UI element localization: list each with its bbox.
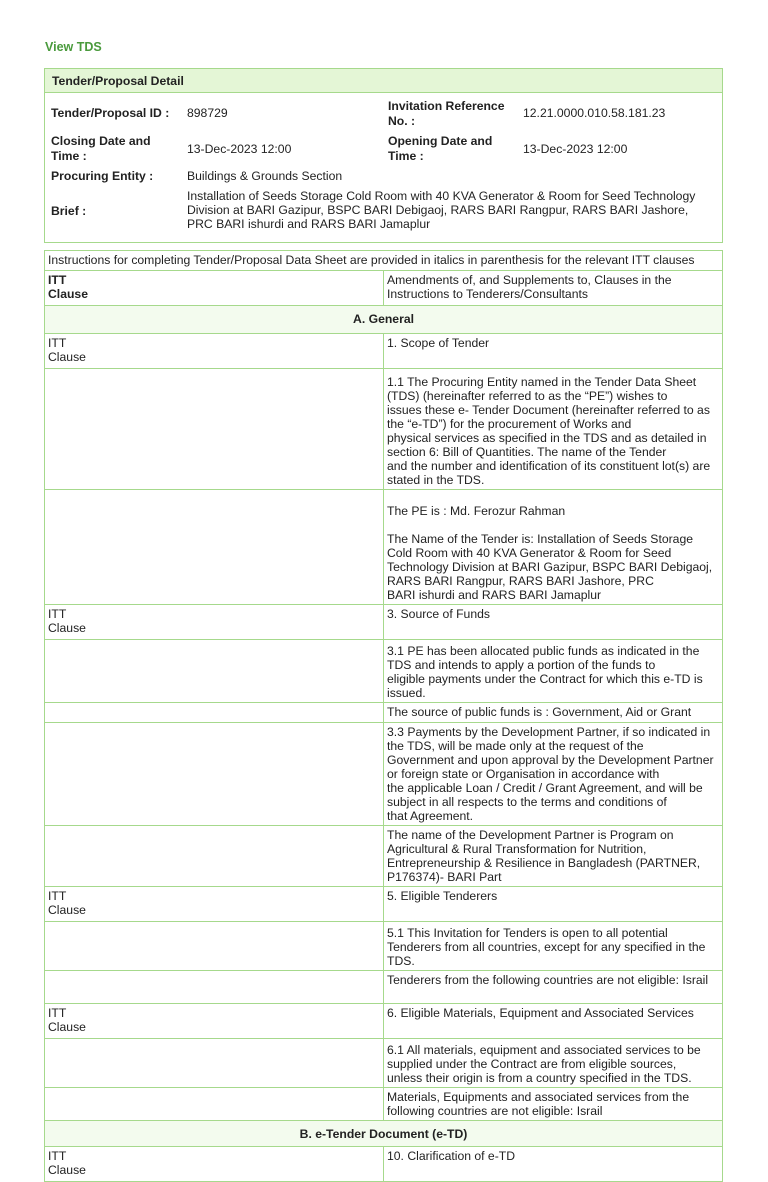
- text-line: Entrepreneurship & Resilience in Bangladesh (PARTNER, P176374)- BARI Part: [387, 856, 701, 884]
- itt-clause-label: [45, 1004, 384, 1039]
- text-line: 3.3 Payments by the Development Partner, if so indicated in the TDS, will be made only at the request of the: [387, 725, 711, 753]
- section-b-etender: B. e-Tender Document (e-TD): [45, 1121, 723, 1147]
- not-eligible-countries: Tenderers from the following countries are not eligible: Israil: [384, 971, 723, 1004]
- opening-date-label-line2: Time :: [388, 149, 424, 163]
- empty-cell: [45, 369, 384, 490]
- itt-clause-line: Clause: [48, 1163, 86, 1177]
- text-line: unless their origin is from a country specified in the TDS.: [387, 1071, 692, 1085]
- clause-detail-row: [45, 640, 723, 703]
- brief-line: Installation of Seeds Storage Cold Room with 40 KVA Generator & Room for Seed Technology: [187, 189, 696, 203]
- text-line: eligible payments under the Contract for which this e-TD is issued.: [387, 672, 703, 700]
- clause-title-funds: 3. Source of Funds: [384, 605, 723, 640]
- text-line: The name of the Development Partner is Program on Agricultural & Rural Transformation for Nutrition,: [387, 828, 674, 856]
- clause-row: [45, 605, 723, 640]
- brief-line: PRC BARI ishurdi and RARS BARI Jamaplur: [187, 217, 431, 231]
- text-line: The Name of the Tender is: Installation of Seeds Storage Cold Room with 40 KVA Generator & Room for Seed: [387, 532, 693, 560]
- empty-cell: [45, 703, 384, 723]
- clause-detail-row: [45, 723, 723, 826]
- empty-cell: [45, 723, 384, 826]
- scope-text: [384, 369, 723, 490]
- tender-id-label: Tender/Proposal ID :: [51, 106, 170, 120]
- text-line: that Agreement.: [387, 809, 474, 823]
- clause-detail-row: [45, 703, 723, 723]
- section-row: [45, 1121, 723, 1147]
- brief-value: [187, 189, 717, 231]
- eligible-5-1: [384, 922, 723, 971]
- text-line: 6.1 All materials, equipment and associated services to be supplied under the Contract are from eligible sources,: [387, 1043, 701, 1071]
- section-a-general: A. General: [45, 306, 723, 334]
- tender-detail-panel: [44, 68, 723, 243]
- funds-3-1: [384, 640, 723, 703]
- itt-clause-line: Clause: [48, 350, 86, 364]
- table-header-row: [45, 271, 723, 306]
- closing-date-label-line1: Closing Date and: [51, 134, 151, 148]
- text-line: 5.1 This Invitation for Tenders is open to all potential Tenderers from all countries, except for any specified in the: [387, 926, 706, 954]
- itt-clause-label: [45, 887, 384, 922]
- itt-clause-line: Clause: [48, 621, 86, 635]
- amendments-header: Amendments of, and Supplements to, Clauses in the Instructions to Tenderers/Consultants: [384, 271, 723, 306]
- clause-title-materials: 6. Eligible Materials, Equipment and Associated Services: [384, 1004, 723, 1039]
- text-line: Technology Division at BARI Gazipur, BSPC BARI Debigaoj, RARS BARI Rangpur, RARS BARI Jashore, PRC: [387, 560, 713, 588]
- clause-detail-row: [45, 971, 723, 1004]
- pe-name: The PE is : Md. Ferozur Rahman: [387, 504, 566, 518]
- spacer: [387, 518, 719, 532]
- materials-6-1: [384, 1039, 723, 1088]
- view-tds-heading: View TDS: [45, 40, 102, 54]
- development-partner: [384, 826, 723, 887]
- itt-clause-line: ITT: [48, 607, 67, 621]
- itt-header-line: ITT: [48, 273, 67, 287]
- text-line: Government and upon approval by the Development Partner or foreign state or Organisation in accordance with: [387, 753, 714, 781]
- opening-date-label-line1: Opening Date and: [388, 134, 493, 148]
- brief-line: Division at BARI Gazipur, BSPC BARI Debigaoj, RARS BARI Rangpur, RARS BARI Jashore,: [187, 203, 689, 217]
- empty-cell: [45, 922, 384, 971]
- funds-3-3: [384, 723, 723, 826]
- text-line: physical services as specified in the TDS and as detailed in section 6: Bill of Quantities. The name of the Tender: [387, 431, 707, 459]
- itt-clause-line: Clause: [48, 903, 86, 917]
- clause-title-eligible: 5. Eligible Tenderers: [384, 887, 723, 922]
- itt-clause-line: Clause: [48, 1020, 86, 1034]
- empty-cell: [45, 490, 384, 605]
- clause-row: [45, 334, 723, 369]
- empty-cell: [45, 971, 384, 1004]
- text-line: issues these e- Tender Document (hereinafter referred to as the “e-TD”) for the procurement of Works and: [387, 403, 710, 431]
- instructions-text: Instructions for completing Tender/Proposal Data Sheet are provided in italics in parenthesis for the relevant ITT clauses: [45, 251, 723, 271]
- clause-detail-row: [45, 369, 723, 490]
- clause-detail-row: [45, 1039, 723, 1088]
- opening-date-value: 13-Dec-2023 12:00: [523, 142, 628, 156]
- itt-header-line: Clause: [48, 287, 88, 301]
- invitation-ref-label-line1: Invitation Reference: [388, 99, 505, 113]
- text-line: 1.1 The Procuring Entity named in the Tender Data Sheet (TDS) (hereinafter referred to as the “PE”) wishes to: [387, 375, 697, 403]
- itt-clause-label: [45, 1147, 384, 1182]
- materials-not-eligible: Materials, Equipments and associated services from the following countries are not eligible: Israil: [384, 1088, 723, 1121]
- itt-clause-label: [45, 334, 384, 369]
- text-line: TDS.: [387, 954, 415, 968]
- tender-detail-title: Tender/Proposal Detail: [45, 69, 722, 93]
- instructions-row: [45, 251, 723, 271]
- clause-title-clarification: 10. Clarification of e-TD: [384, 1147, 723, 1182]
- clause-detail-row: [45, 922, 723, 971]
- itt-clause-header: [45, 271, 384, 306]
- clause-row: [45, 887, 723, 922]
- clause-detail-row: [45, 826, 723, 887]
- empty-cell: [45, 640, 384, 703]
- itt-clause-label: [45, 605, 384, 640]
- clause-detail-row: [45, 490, 723, 605]
- clause-title-scope: 1. Scope of Tender: [384, 334, 723, 369]
- itt-clause-line: ITT: [48, 336, 67, 350]
- brief-label: Brief :: [51, 204, 87, 218]
- empty-cell: [45, 826, 384, 887]
- clause-row: [45, 1004, 723, 1039]
- clause-row: [45, 1147, 723, 1182]
- itt-clause-line: ITT: [48, 889, 67, 903]
- clause-detail-row: [45, 1088, 723, 1121]
- itt-clause-line: ITT: [48, 1149, 67, 1163]
- text-line: and the number and identification of its constituent lot(s) are stated in the TDS.: [387, 459, 711, 487]
- pe-and-tender-name: [384, 490, 723, 605]
- invitation-ref-value: 12.21.0000.010.58.181.23: [523, 106, 666, 120]
- text-line: BARI ishurdi and RARS BARI Jamaplur: [387, 588, 602, 602]
- empty-cell: [45, 1039, 384, 1088]
- closing-date-label-line2: Time :: [51, 149, 87, 163]
- closing-date-value: 13-Dec-2023 12:00: [187, 142, 292, 156]
- text-line: the applicable Loan / Credit / Grant Agreement, and will be subject in all respects to the terms and conditions of: [387, 781, 703, 809]
- empty-cell: [45, 1088, 384, 1121]
- itt-clause-line: ITT: [48, 1006, 67, 1020]
- procuring-entity-value: Buildings & Grounds Section: [187, 169, 343, 183]
- procuring-entity-label: Procuring Entity :: [51, 169, 154, 183]
- itt-clauses-table: [44, 250, 723, 1182]
- text-line: 3.1 PE has been allocated public funds as indicated in the TDS and intends to apply a portion of the funds to: [387, 644, 700, 672]
- funds-source: The source of public funds is : Government, Aid or Grant: [384, 703, 723, 723]
- section-row: [45, 306, 723, 334]
- tender-id-value: 898729: [187, 106, 228, 120]
- invitation-ref-label-line2: No. :: [388, 114, 416, 128]
